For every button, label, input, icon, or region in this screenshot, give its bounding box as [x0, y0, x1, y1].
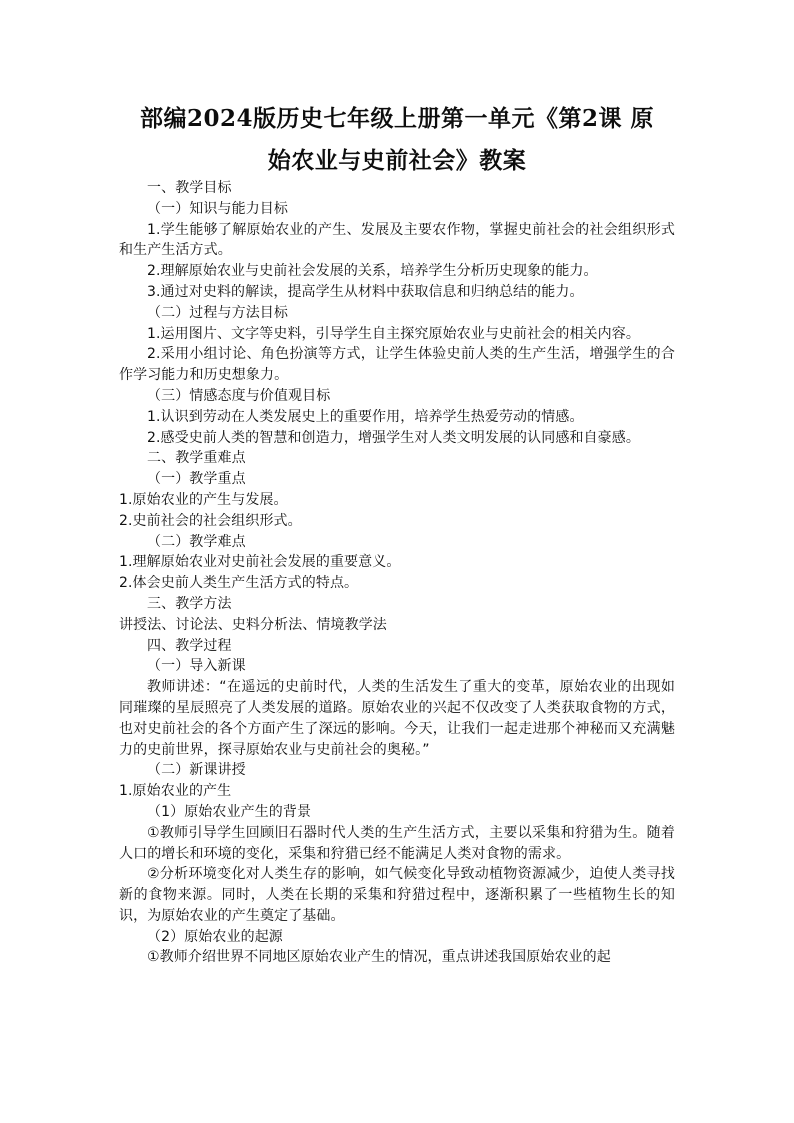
title-line-2: 始农业与史前社会》教案	[267, 147, 527, 174]
heading-teaching-methods: 三、教学方法	[147, 595, 232, 612]
paragraph: 2.采用小组讨论、角色扮演等方式，让学生体验史前人类的生产生活，增强学生的合作学习能力和历史想象力。	[119, 346, 675, 384]
paragraph: 1.原始农业的产生	[119, 783, 232, 800]
subheading-key-points: （一）教学重点	[147, 471, 246, 488]
subheading-origin: （2）原始农业的起源	[147, 928, 283, 945]
document-body	[119, 178, 675, 968]
paragraph: 2.史前社会的社会组织形式。	[119, 512, 302, 529]
heading-teaching-goals: 一、教学目标	[147, 180, 232, 196]
subheading-difficult-points: （二）教学难点	[147, 533, 246, 550]
subheading-emotion-values: （三）情感态度与价值观目标	[147, 387, 331, 404]
subheading-new-lesson: （二）新课讲授	[147, 762, 246, 779]
paragraph: 2.感受史前人类的智慧和创造力，增强学生对人类文明发展的认同感和自豪感。	[147, 429, 640, 446]
paragraph: 1.原始农业的产生与发展。	[119, 491, 288, 508]
subheading-knowledge-ability: （一）知识与能力目标	[147, 200, 288, 217]
subheading-process-method: （二）过程与方法目标	[147, 304, 288, 321]
paragraph: ①教师介绍世界不同地区原始农业产生的情况，重点讲述我国原始农业的起	[147, 949, 611, 966]
document-title	[100, 98, 694, 182]
paragraph: 1.学生能够了解原始农业的产生、发展及主要农作物，掌握史前社会的社会组织形式和生产生活方式。	[119, 221, 675, 259]
subheading-background: （1）原始农业产生的背景	[147, 803, 312, 820]
paragraph: 2.理解原始农业与史前社会发展的关系，培养学生分析历史现象的能力。	[147, 263, 598, 280]
paragraph: 教师讲述：“在遥远的史前时代，人类的生活发生了重大的变革，原始农业的出现如同璀璨的星辰照亮了人类发展的道路。原始农业的兴起不仅改变了人类获取食物的方式，也对史前社会的各个方面产生了深远的影响。今天，让我们一起走进那个神秘而又充满魅力的史前世界，探寻原始农业与史前社会的奥秘。”	[119, 679, 675, 758]
paragraph: ②分析环境变化对人类生存的影响，如气候变化导致动植物资源减少，迫使人类寻找新的食物来源。同时，人类在长期的采集和狩猎过程中，逐渐积累了一些植物生长的知识，为原始农业的产生奠定了基础。	[119, 866, 675, 924]
paragraph: 1.运用图片、文字等史料，引导学生自主探究原始农业与史前社会的相关内容。	[147, 325, 640, 342]
paragraph: 3.通过对史料的解读，提高学生从材料中获取信息和归纳总结的能力。	[147, 283, 584, 300]
heading-key-difficult-points: 二、教学重难点	[147, 450, 246, 467]
paragraph: 2.体会史前人类生产生活方式的特点。	[119, 575, 359, 592]
paragraph: 1.理解原始农业对史前社会发展的重要意义。	[119, 554, 401, 571]
heading-teaching-process: 四、教学过程	[147, 637, 232, 654]
title-line-1: 部编2024版历史七年级上册第一单元《第2课 原	[139, 105, 655, 132]
paragraph: 1.认识到劳动在人类发展史上的重要作用，培养学生热爱劳动的情感。	[147, 408, 584, 425]
paragraph: 讲授法、讨论法、史料分析法、情境教学法	[119, 616, 387, 633]
paragraph: ①教师引导学生回顾旧石器时代人类的生产生活方式，主要以采集和狩猎为生。随着人口的增长和环境的变化，采集和狩猎已经不能满足人类对食物的需求。	[119, 824, 675, 862]
subheading-introduction: （一）导入新课	[147, 658, 246, 675]
